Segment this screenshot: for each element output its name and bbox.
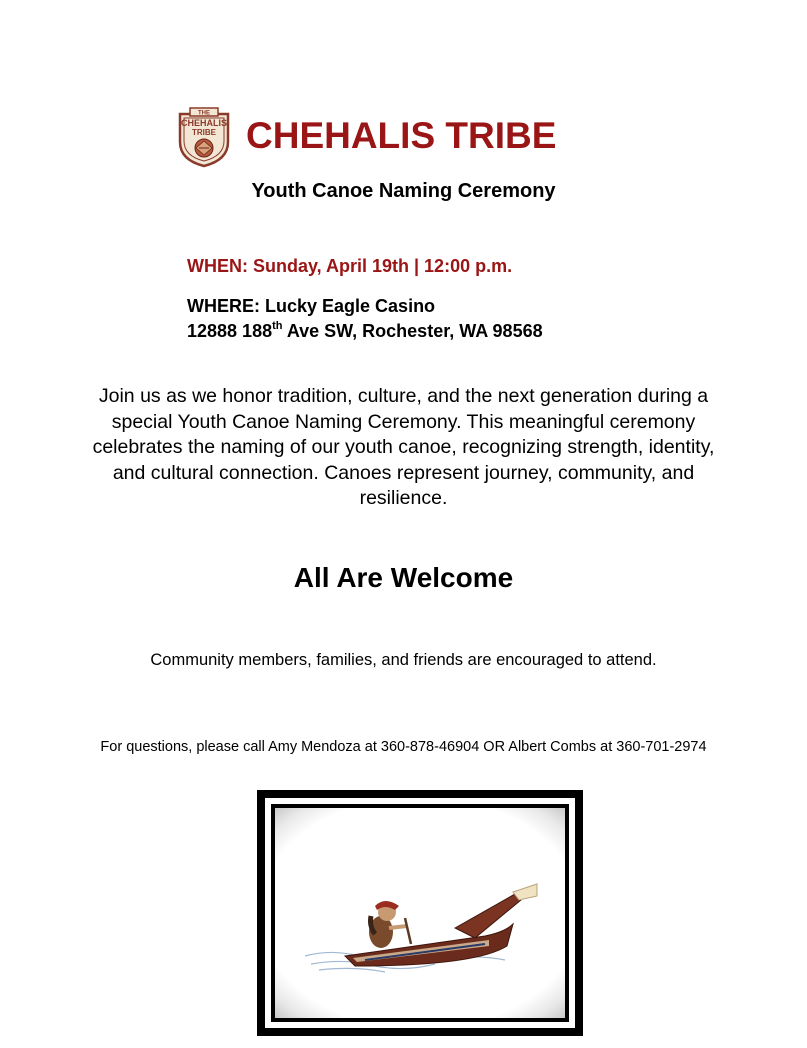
canoe-paddler-illustration bbox=[275, 808, 565, 1018]
logo-text-the: THE bbox=[198, 110, 210, 117]
chehalis-tribe-logo bbox=[172, 104, 236, 168]
tribe-title: CHEHALIS TRIBE bbox=[246, 115, 557, 156]
event-when: WHEN: Sunday, April 19th | 12:00 p.m. bbox=[187, 256, 513, 276]
event-where-label: WHERE: Lucky Eagle Casino bbox=[187, 296, 436, 316]
address-number: 12888 188 bbox=[187, 321, 273, 341]
address-ordinal-suffix: th bbox=[272, 320, 283, 332]
event-where bbox=[187, 294, 543, 344]
community-invitation: Community members, families, and friends are encouraged to attend. bbox=[150, 651, 657, 669]
address-rest: Ave SW, Rochester, WA 98568 bbox=[282, 321, 543, 341]
logo-text-chehalis: CHEHALIS bbox=[180, 118, 228, 128]
contact-info: For questions, please call Amy Mendoza at 360-878-46904 OR Albert Combs at 360-701-2974 bbox=[100, 739, 707, 755]
logo-text-tribe: TRIBE bbox=[192, 128, 216, 137]
welcome-heading: All Are Welcome bbox=[293, 562, 514, 593]
event-subtitle: Youth Canoe Naming Ceremony bbox=[251, 180, 556, 202]
event-address bbox=[187, 319, 543, 344]
event-description: Join us as we honor tradition, culture, and the next generation during a special Youth Canoe Naming Ceremony. This meaningful ceremony celebrates the naming of our youth canoe, recognizing strength, identity, and cultural connection. Canoes represent journey, community, and resilience. bbox=[92, 385, 715, 509]
picture-frame bbox=[257, 790, 583, 1036]
